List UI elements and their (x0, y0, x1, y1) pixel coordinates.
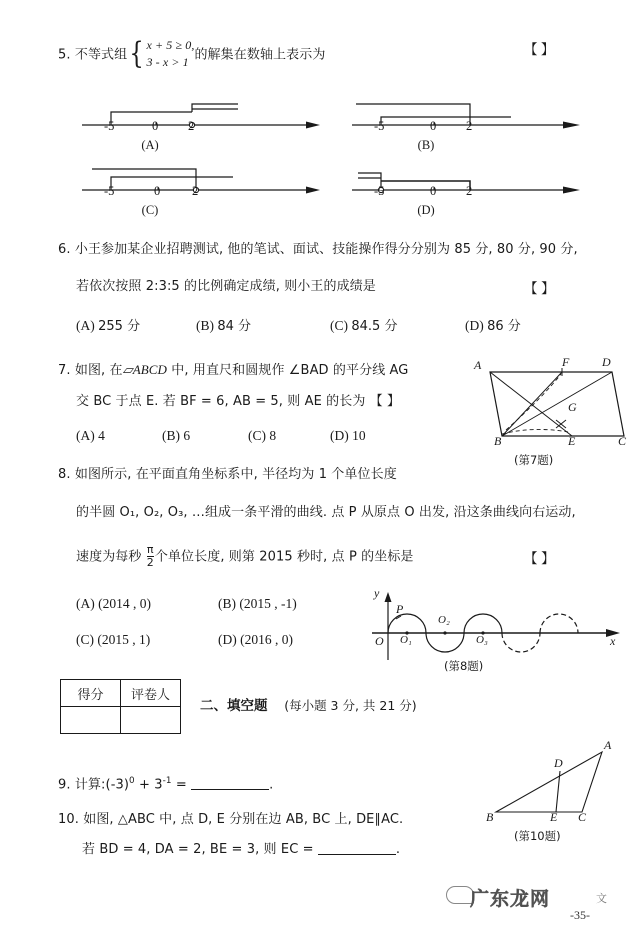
q6-option-a-label: (A) (76, 318, 95, 333)
q8-fraction-numerator: π (146, 543, 154, 556)
q5a-tick-0: 0 (152, 119, 159, 133)
number-line-b-svg (348, 95, 598, 137)
q7-option-d-text: 10 (352, 428, 366, 443)
q7-vertex-e: E (568, 434, 576, 448)
q5d-tick-0: 0 (430, 184, 437, 198)
question-7-line-1 (58, 360, 408, 381)
score-table-value-grader[interactable] (121, 707, 181, 734)
q8-option-a-label: (A) (76, 596, 95, 611)
q10-number: 10. (58, 812, 79, 827)
score-table (60, 679, 181, 734)
q6-option-a[interactable] (76, 315, 140, 334)
q10-text-end: . (395, 842, 401, 857)
q9-exponent-1: 0 (129, 776, 135, 786)
q8-option-a[interactable] (76, 596, 151, 612)
q8-option-d-text: (2016 , 0) (240, 632, 293, 647)
q5a-tick-2: 2 (188, 119, 195, 133)
q7-option-a[interactable] (76, 428, 105, 444)
q8-option-b[interactable] (218, 596, 297, 612)
q5-system-row-1: x + 5 ≥ 0, (146, 38, 195, 52)
q5-choice-d-label: (D) (417, 203, 435, 217)
question-5-stem (58, 38, 325, 73)
q8-text-line-2: 的半圆 O₁, O₂, O₃, …组成一条平滑的曲线. 点 P 从原点 O 出发, 沿这条曲线向右运动, (76, 505, 576, 520)
q8-center-o1-label: O₁ (400, 634, 412, 646)
q7-vertex-b: B (494, 434, 502, 448)
q8-speed-fraction (147, 544, 154, 568)
q10-vertex-c: C (578, 810, 587, 824)
q8-option-d[interactable] (218, 632, 293, 648)
q8-point-p-label: P (396, 602, 404, 616)
q10-figure (484, 738, 634, 843)
q9-text-b: + 3 (134, 777, 163, 793)
q6-text-line-2: 若依次按照 2:3:5 的比例确定成绩, 则小王的成绩是 (76, 279, 376, 294)
q5d-tick--5: -5 (374, 184, 385, 198)
q8-option-b-label: (B) (218, 596, 236, 611)
q7-option-c-label: (C) (248, 428, 266, 443)
score-table-header-row (61, 680, 181, 707)
q6-option-c-label: (C) (330, 318, 348, 333)
q5c-tick--5: -5 (104, 184, 115, 198)
question-8-line-3 (76, 545, 414, 569)
q8-option-b-text: (2015 , -1) (239, 596, 297, 611)
question-8-line-2 (76, 503, 576, 523)
q7-text-line-2: 交 BC 于点 E. 若 BF = 6, AB = 5, 则 AE 的长为 【 】 (76, 394, 401, 409)
q5-choice-d-figure[interactable] (348, 160, 598, 220)
q5-number: 5. (58, 47, 71, 63)
q10-vertex-a: A (604, 738, 612, 752)
q5a-tick--5: -5 (104, 119, 115, 133)
q7-text-line-1b: 中, 用直尺和圆规作 ∠BAD 的平分线 AG (167, 363, 409, 378)
q7-text-line-1a: 如图, 在 (74, 363, 123, 378)
q7-option-d-label: (D) (330, 428, 349, 443)
q8-origin-label: O (375, 634, 384, 648)
number-line-a-svg (78, 95, 328, 137)
q5b-tick--5: -5 (374, 119, 385, 133)
q8-axis-x-label: x (610, 634, 616, 648)
q7-figure-caption: (第7题) (514, 453, 554, 467)
q7-option-a-label: (A) (76, 428, 95, 443)
score-table-value-row (61, 707, 181, 734)
q8-option-c-text: (2015 , 1) (97, 632, 151, 647)
q7-option-b-text: 6 (183, 428, 191, 443)
q8-number: 8. (58, 467, 71, 482)
q5b-tick-0: 0 (430, 119, 437, 133)
number-line-c-svg (78, 160, 328, 202)
q7-figure (472, 355, 632, 467)
question-10-line-1 (58, 810, 403, 830)
question-6-line-1 (58, 240, 578, 260)
q6-option-d-label: (D) (465, 318, 484, 333)
q7-point-g: G (568, 400, 577, 414)
question-7-line-2 (76, 392, 400, 412)
q10-figure-caption: (第10题) (514, 829, 561, 843)
watermark-text: 广东龙网 (470, 888, 551, 910)
q6-option-d[interactable] (465, 315, 521, 334)
q5c-tick-2: 2 (192, 184, 199, 198)
q10-vertex-d: D (554, 756, 563, 770)
q8-text-line-3b: 个单位长度, 则第 2015 秒时, 点 P 的坐标是 (154, 549, 414, 565)
score-table-header-grader: 评卷人 (121, 680, 181, 707)
q7-option-c-text: 8 (269, 428, 277, 443)
q5-inequality-system (127, 37, 194, 72)
score-table-value-score[interactable] (61, 707, 121, 734)
section-subtitle: (每小题 3 分, 共 21 分) (284, 698, 417, 713)
q9-number: 9. (58, 777, 71, 793)
question-6-line-2 (76, 277, 376, 297)
q6-option-c[interactable] (330, 315, 397, 334)
q7-vertex-c: C (618, 434, 627, 448)
q9-exponent-2: -1 (162, 776, 172, 786)
section-title: 二、填空题 (200, 698, 268, 714)
section-header (200, 694, 417, 714)
q7-vertex-f: F (562, 355, 570, 369)
q5-system-row-2: 3 - x > 1 (146, 55, 189, 70)
q10-vertex-e: E (550, 810, 558, 824)
q5-choice-a-figure[interactable] (78, 95, 328, 155)
q8-figure (360, 588, 630, 671)
q7-option-d[interactable] (330, 428, 366, 444)
question-9 (58, 775, 273, 795)
q8-option-c-label: (C) (76, 632, 94, 647)
q6-option-b-text: 84 分 (217, 319, 252, 334)
q7-vertex-d: D (602, 355, 611, 369)
q5-choice-b-label: (B) (417, 138, 435, 152)
q6-answer-bracket[interactable]: 【 】 (524, 281, 555, 296)
q5c-tick-0: 0 (154, 184, 161, 198)
q6-option-b[interactable] (196, 315, 251, 334)
brace-icon: { (129, 36, 145, 72)
semicircle-wave-svg (360, 588, 630, 666)
q5-choice-c-label: (C) (141, 203, 159, 217)
q8-axis-y-label: y (374, 586, 380, 600)
q10-vertex-b: B (486, 810, 494, 824)
q8-answer-bracket[interactable]: 【 】 (524, 551, 555, 566)
q10-text-line-2a: 若 BD = 4, DA = 2, BE = 3, 则 EC = (82, 842, 318, 857)
q8-text-line-1: 如图所示, 在平面直角坐标系中, 半径均为 1 个单位长度 (74, 467, 397, 482)
q7-number: 7. (58, 363, 71, 378)
q8-center-o2-label: O₂ (438, 614, 450, 626)
q7-vertex-a: A (474, 358, 482, 372)
triangle-figure-svg (484, 738, 634, 828)
q5d-tick-2: 2 (466, 184, 473, 198)
q6-option-b-label: (B) (196, 318, 214, 333)
q8-fraction-denominator: 2 (146, 555, 154, 569)
q8-figure-caption: (第8题) (444, 659, 484, 673)
q8-center-o3-label: O₃ (476, 634, 488, 646)
q8-option-d-label: (D) (218, 632, 237, 647)
q7-parallelogram-label: ▱ABCD (122, 362, 168, 377)
q5-choice-a-label: (A) (141, 138, 159, 152)
q6-option-c-text: 84.5 分 (351, 319, 398, 334)
q6-text-line-1: 小王参加某企业招聘测试, 他的笔试、面试、技能操作得分分别为 85 分, 80 分, 90 分, (74, 242, 578, 257)
page-number: -35- (570, 908, 590, 922)
question-8-line-1 (58, 465, 397, 485)
q10-text-line-1: 如图, △ABC 中, 点 D, E 分别在边 AB, BC 上, DE∥AC. (83, 812, 404, 827)
number-line-d-svg (348, 160, 598, 202)
q7-option-b[interactable] (162, 428, 190, 444)
q5b-tick-2: 2 (466, 119, 473, 133)
q9-text-c: = (171, 777, 192, 793)
q8-option-c[interactable] (76, 632, 150, 648)
q7-option-b-label: (B) (162, 428, 180, 443)
q8-text-line-3a: 速度为每秒 (76, 549, 146, 565)
q5-stem-after: 的解集在数轴上表示为 (194, 47, 326, 63)
q5-answer-bracket[interactable]: 【 】 (524, 42, 555, 57)
q7-option-c[interactable] (248, 428, 276, 444)
score-table-header-score: 得分 (61, 680, 121, 707)
q9-answer-blank[interactable] (191, 777, 269, 790)
q9-text-end: . (269, 777, 274, 793)
q10-answer-blank[interactable] (318, 842, 396, 855)
q5-stem-before: 不等式组 (74, 47, 128, 63)
q8-option-a-text: (2014 , 0) (98, 596, 151, 611)
q5-choice-c-figure[interactable] (78, 160, 328, 220)
q6-option-a-text: 255 分 (98, 319, 141, 334)
watermark-tail-text: 文 (596, 892, 607, 905)
q9-text-a: 计算:(-3) (74, 777, 130, 793)
q7-option-a-text: 4 (98, 428, 105, 443)
q6-option-d-text: 86 分 (487, 319, 521, 334)
q6-number: 6. (58, 242, 71, 257)
question-10-line-2 (82, 840, 400, 860)
q5-choice-b-figure[interactable] (348, 95, 598, 155)
